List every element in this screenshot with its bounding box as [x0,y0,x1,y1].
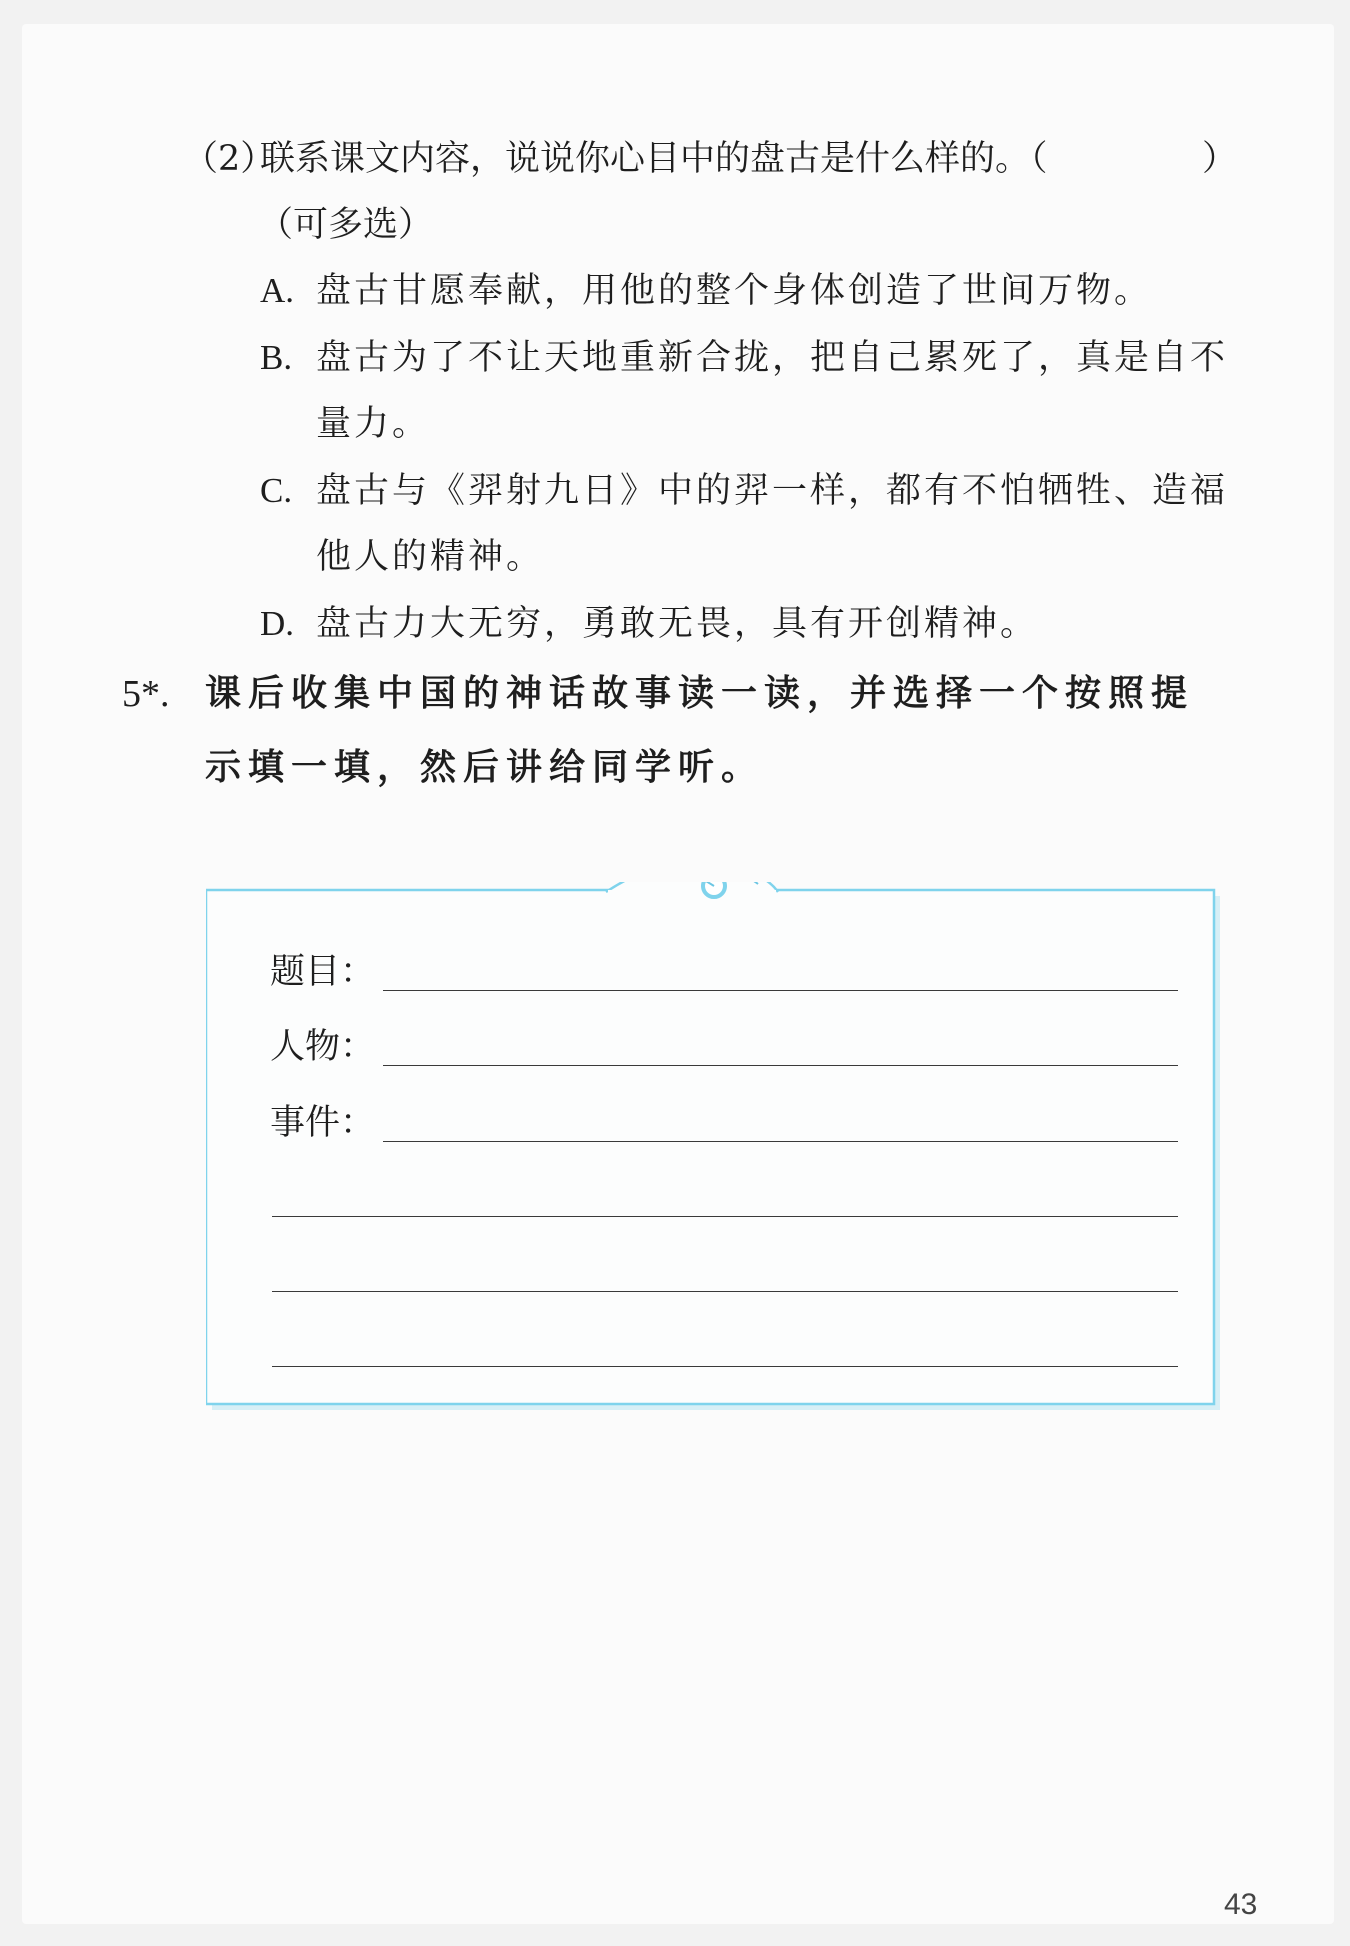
blank-line[interactable] [272,1291,1178,1292]
option-d-letter: D. [260,604,295,643]
field-event-line[interactable] [383,1141,1178,1142]
option-c-text-cont: 他人的精神。 [316,537,545,577]
option-c-text: 盘古与《羿射九日》中的羿一样，都有不怕牺牲、造福 [316,471,1229,511]
option-a-letter: A. [260,271,295,310]
field-event-label: 事件： [270,1103,376,1143]
answer-paren-close: ） [1202,139,1238,179]
blank-line[interactable] [272,1216,1178,1217]
field-title-label: 题目： [270,952,376,992]
question-note: （可多选） [258,205,434,245]
option-c-letter: C. [260,471,293,510]
question5-text-line1: 课后收集中国的神话故事读一读，并选择一个按照提 [205,673,1195,714]
option-d-text: 盘古力大无穷，勇敢无畏，具有开创精神。 [316,604,1039,644]
option-b-text: 盘古为了不让天地重新合拢，把自己累死了，真是自不 [316,338,1229,378]
question-text: 联系课文内容，说说你心目中的盘古是什么样的。（ [260,139,1048,179]
question5-number: 5*. [122,673,170,715]
option-b-letter: B. [260,338,293,377]
field-title-line[interactable] [383,990,1178,991]
blank-line[interactable] [272,1366,1178,1367]
question-number: （2） [183,139,276,179]
field-characters-line[interactable] [383,1065,1178,1066]
option-a-text: 盘古甘愿奉献，用他的整个身体创造了世间万物。 [316,271,1153,311]
page-number: 43 [1224,1888,1258,1921]
option-b-text-cont: 量力。 [316,404,431,444]
question5-text-line2: 示填一填，然后讲给同学听。 [205,747,765,788]
field-characters-label: 人物： [270,1027,376,1067]
